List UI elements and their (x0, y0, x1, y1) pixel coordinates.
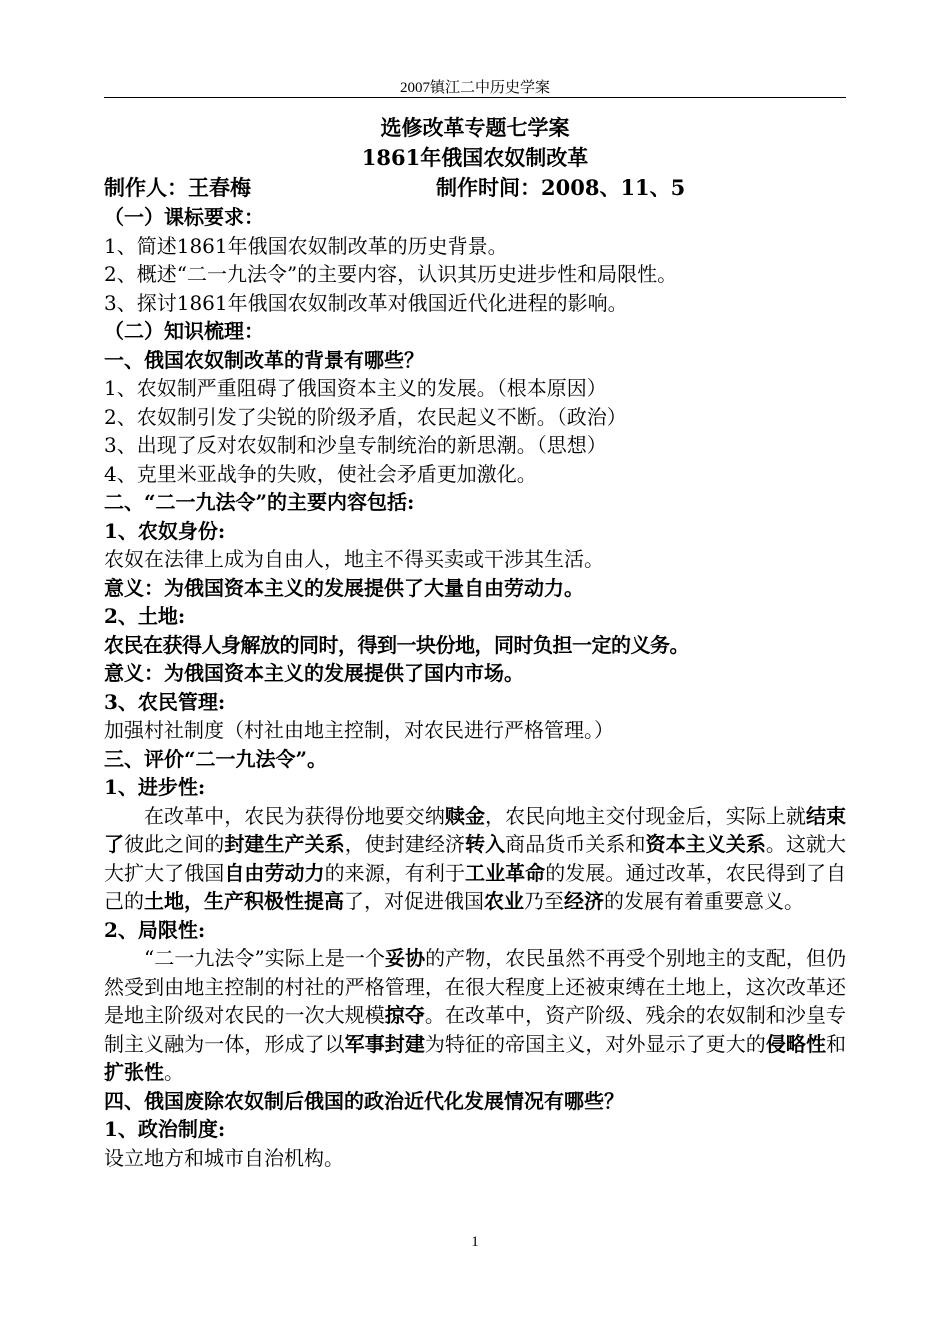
text-segment: 的来源，有利于 (324, 860, 466, 885)
text-segment: 为特征的帝国主义，对外显示了更大的 (424, 1031, 766, 1056)
subheading: 1、政治制度: (104, 1117, 226, 1141)
emphasis: 军事封建 (344, 1031, 425, 1056)
question-heading: 三、评价“二一九法令”。 (104, 746, 328, 771)
meaning-text: 意义：为俄国资本主义的发展提供了国内市场。 (104, 661, 524, 685)
emphasis: 转入 (465, 832, 506, 856)
text-segment: 的产物，农民虽然不再受个别地主的支配，但仍然受到由地主控制的村社的严格管理，在很大程度上还被束缚在土地上，这次改革还是地主阶级对农民的一次大规模 (104, 946, 847, 1027)
emphasis: 自由劳动力 (224, 860, 325, 885)
emphasis: 妥协 (385, 946, 426, 970)
text-segment: 乃至 (524, 889, 564, 913)
list-item: 1、简述1861年俄国农奴制改革的历史背景。 (104, 233, 508, 258)
emphasis: 经济 (564, 889, 604, 913)
text-segment: 。 (164, 1060, 184, 1084)
text-segment: ，农民向地主交付现金后，实际上就 (485, 803, 806, 828)
list-item: 3、出现了反对农奴制和沙皇专制统治的新思潮。（思想） (104, 433, 607, 457)
text-segment: 彼此之间的 (124, 832, 225, 856)
emphasis: 土地 (144, 889, 184, 913)
paragraph: 农民在获得人身解放的同时，得到一块份地，同时负担一定的义务。 (104, 632, 689, 657)
doc-meta (104, 173, 846, 203)
list-item: 2、农奴制引发了尖锐的阶级矛盾，农民起义不断。（政治） (104, 404, 627, 429)
subheading: 2、土地: (104, 604, 186, 628)
question-heading: 四、俄国废除农奴制后俄国的政治近代化发展情况有哪些？ (104, 1088, 624, 1113)
emphasis: 农业 (484, 889, 524, 913)
meaning-text: 意义：为俄国资本主义的发展提供了大量自由劳动力。 (104, 575, 584, 600)
text-segment: ，使封建经济 (344, 832, 466, 856)
list-item: 3、探讨1861年俄国农奴制改革对俄国近代化进程的影响。 (104, 290, 628, 315)
emphasis: 生产积极性提高 (204, 889, 344, 913)
text-segment: 和 (826, 1031, 847, 1056)
text-segment: 的发展。通过改革，农民得到了自己的 (104, 860, 847, 913)
doc-subtitle: 1861年俄国农奴制改革 (361, 145, 589, 170)
emphasis: 资本主义关系 (645, 832, 766, 856)
list-item: 4、克里米亚战争的失败，使社会矛盾更加激化。 (104, 461, 537, 486)
text-segment: ， (184, 889, 204, 913)
emphasis: 掠夺 (384, 1003, 425, 1027)
page-header: 2007镇江二中历史学案 (399, 80, 550, 96)
date: 制作时间：2008、11、5 (436, 175, 686, 200)
subheading: 1、进步性: (104, 775, 206, 799)
paragraph: 加强村社制度（村社由地主控制，对农民进行严格管理。） (104, 718, 614, 742)
page-number: 1 (471, 1234, 479, 1250)
section-heading: （二）知识梳理： (104, 319, 264, 343)
author: 制作人：王春梅 (104, 175, 251, 200)
text-segment: 商品货币关系和 (505, 832, 646, 856)
text-segment: 的发展有着重要意义。 (604, 889, 804, 913)
emphasis: 赎金 (444, 803, 486, 828)
subheading: 2、局限性: (104, 917, 206, 942)
doc-title: 选修改革专题七学案 (380, 115, 570, 140)
question-heading: 一、俄国农奴制改革的背景有哪些？ (104, 347, 424, 372)
emphasis: 结束了 (104, 803, 847, 856)
emphasis: 扩张性 (104, 1060, 164, 1084)
list-item: 2、概述“二一九法令”的主要内容，认识其历史进步性和局限性。 (104, 262, 678, 286)
emphasis: 侵略性 (765, 1031, 827, 1056)
document-body (104, 113, 846, 1172)
header-rule (104, 97, 846, 98)
section-heading: （一）课标要求： (104, 205, 264, 229)
text-segment: 在改革中，农民为获得份地要交纳 (144, 803, 445, 828)
text-segment: 。这就大大扩大了俄国 (104, 832, 847, 885)
text-segment: 了，对促进俄国 (344, 889, 484, 913)
paragraph: 农奴在法律上成为自由人，地主不得买卖或干涉其生活。 (104, 547, 604, 571)
progress-paragraph (104, 802, 846, 916)
text-segment: 。在改革中，资产阶级、残余的农奴制和沙皇专制主义融为一体，形成了以 (104, 1003, 847, 1056)
paragraph: 设立地方和城市自治机构。 (104, 1145, 344, 1170)
emphasis: 工业革命 (465, 860, 546, 885)
subheading: 1、农奴身份: (104, 518, 226, 543)
list-item: 1、农奴制严重阻碍了俄国资本主义的发展。（根本原因） (104, 376, 607, 400)
emphasis: 封建生产关系 (224, 832, 345, 856)
limitation-paragraph (104, 944, 846, 1087)
question-heading: 二、“二一九法令”的主要内容包括: (104, 490, 415, 514)
subheading: 3、农民管理: (104, 689, 226, 714)
text-segment: “二一九法令”实际上是一个 (144, 946, 386, 970)
